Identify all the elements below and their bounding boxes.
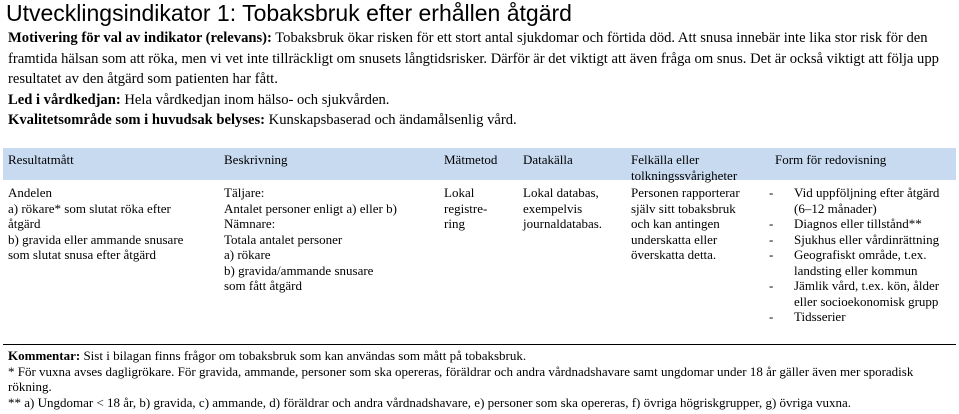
cell-line: Nämnare: xyxy=(224,216,276,231)
cell-line: som slutat snusa efter åtgärd xyxy=(8,247,157,262)
cell-matmetod xyxy=(444,185,514,232)
list-item xyxy=(775,216,955,232)
list-item-line: eller socioekonomisk grupp xyxy=(794,293,939,309)
header-felkalla xyxy=(631,152,771,183)
comment-text: Sist i bilagan finns frågor om tobaksbruk som kan användas som mått på tobaksbruk. xyxy=(80,348,527,363)
header-felkalla-line1: Felkälla eller xyxy=(631,152,700,167)
cell-beskrivning xyxy=(224,185,434,294)
cell-redovisning xyxy=(775,185,955,325)
motivation-label: Motivering för val av indikator (relevans): xyxy=(8,30,272,46)
cell-line: Lokal xyxy=(444,185,475,200)
list-item xyxy=(775,309,955,325)
cell-line: a) rökare xyxy=(224,247,271,262)
cell-line: själv sitt tobaksbruk xyxy=(631,200,736,216)
comment-label: Kommentar: xyxy=(8,348,81,363)
list-item-line: - Diagnos eller tillstånd** xyxy=(794,216,922,231)
footnote-star1: * För vuxna avses dagligrökare. För gravida, ammande, personer som ska opereras, föräldrar och andra vårdnadshavare samt ungdomar under 18 år gäller även mer sporadisk rökning. xyxy=(8,363,914,394)
cell-line: underskatta eller xyxy=(631,231,718,247)
cell-line: och kan antingen xyxy=(631,216,720,231)
cell-line: exempelvis xyxy=(523,200,583,216)
cell-line: journaldatabas. xyxy=(523,216,603,231)
cell-line: ring xyxy=(444,216,465,231)
cell-line: Antalet personer enligt a) eller b) xyxy=(224,200,397,216)
cell-line: som fått åtgärd xyxy=(224,278,302,293)
header-felkalla-line2: tolkningssvårigheter xyxy=(631,167,738,183)
header-beskrivning: Beskrivning xyxy=(224,152,288,167)
cell-line: Täljare: xyxy=(224,185,265,200)
cell-line: Andelen xyxy=(8,185,53,200)
list-item xyxy=(775,232,955,248)
list-item-line: - Vid uppföljning efter åtgärd xyxy=(794,185,940,200)
cell-line: åtgärd xyxy=(8,216,41,231)
cell-line: registre- xyxy=(444,200,488,216)
cell-line: b) gravida/ammande snusare xyxy=(224,262,374,278)
chain-label: Led i vårdkedjan: xyxy=(8,91,121,108)
area-label: Kvalitetsområde som i huvudsak belyses: xyxy=(8,112,266,129)
cell-datakalla xyxy=(523,185,628,232)
motivation-paragraph xyxy=(8,28,956,90)
chain-text: Hela vårdkedjan inom hälso- och sjukvården. xyxy=(120,91,390,108)
list-item-line: - Geografiskt område, t.ex. xyxy=(794,247,927,262)
header-redovisning: Form för redovisning xyxy=(775,152,887,167)
header-resultatmatt: Resultatmått xyxy=(8,152,74,167)
list-item xyxy=(775,185,955,216)
list-item-line: - Sjukhus eller vårdinrättning xyxy=(794,231,940,247)
header-datakalla: Datakälla xyxy=(523,152,573,167)
area-text: Kunskapsbaserad och ändamålsenlig vård. xyxy=(265,112,517,129)
footnote-star2: ** a) Ungdomar < 18 år, b) gravida, c) ammande, d) föräldrar och andra vårdnadshavare, e) personer som ska opereras, f) övriga högriskgrupper, g) övriga vuxna. xyxy=(8,394,852,410)
cell-line: a) rökare* som slutat röka efter xyxy=(8,200,171,216)
list-item xyxy=(775,278,955,309)
chain-paragraph xyxy=(8,90,956,111)
list-item-line: - Jämlik vård, t.ex. kön, ålder xyxy=(794,278,940,293)
table-bottom-rule xyxy=(3,344,956,345)
area-paragraph xyxy=(8,110,956,131)
header-matmetod: Mätmetod xyxy=(444,152,498,167)
list-item xyxy=(775,247,955,278)
cell-line: Lokal databas, xyxy=(523,185,599,200)
list-item-line: landsting eller kommun xyxy=(794,262,918,278)
cell-line: b) gravida eller ammande snusare xyxy=(8,231,184,247)
intro-section xyxy=(8,28,956,131)
footnotes xyxy=(8,348,956,410)
cell-felkalla xyxy=(631,185,771,263)
cell-line: Personen rapporterar xyxy=(631,185,740,200)
list-item-line: - Tidsserier xyxy=(794,309,846,324)
redovisning-list xyxy=(775,185,955,325)
page-title: Utvecklingsindikator 1: Tobaksbruk efter erhållen åtgärd xyxy=(6,0,572,26)
comment-paragraph xyxy=(8,348,956,364)
cell-line: Totala antalet personer xyxy=(224,231,343,247)
cell-line: överskatta detta. xyxy=(631,247,717,262)
motivation-text: Tobaksbruk ökar risken för ett stort antal sjukdomar och förtida död. Att snusa innebär inte lika stor risk för den framtida hälsan som att röka, men vi vet inte tillräckligt om snusets långtidsrisker. Därför är det viktigt att även fråga om snus. Det är också viktigt att följa upp resultatet av den åtgärd som patienten har fått. xyxy=(8,30,939,88)
cell-resultatmatt xyxy=(8,185,213,263)
list-item-line: (6–12 månader) xyxy=(794,200,877,216)
